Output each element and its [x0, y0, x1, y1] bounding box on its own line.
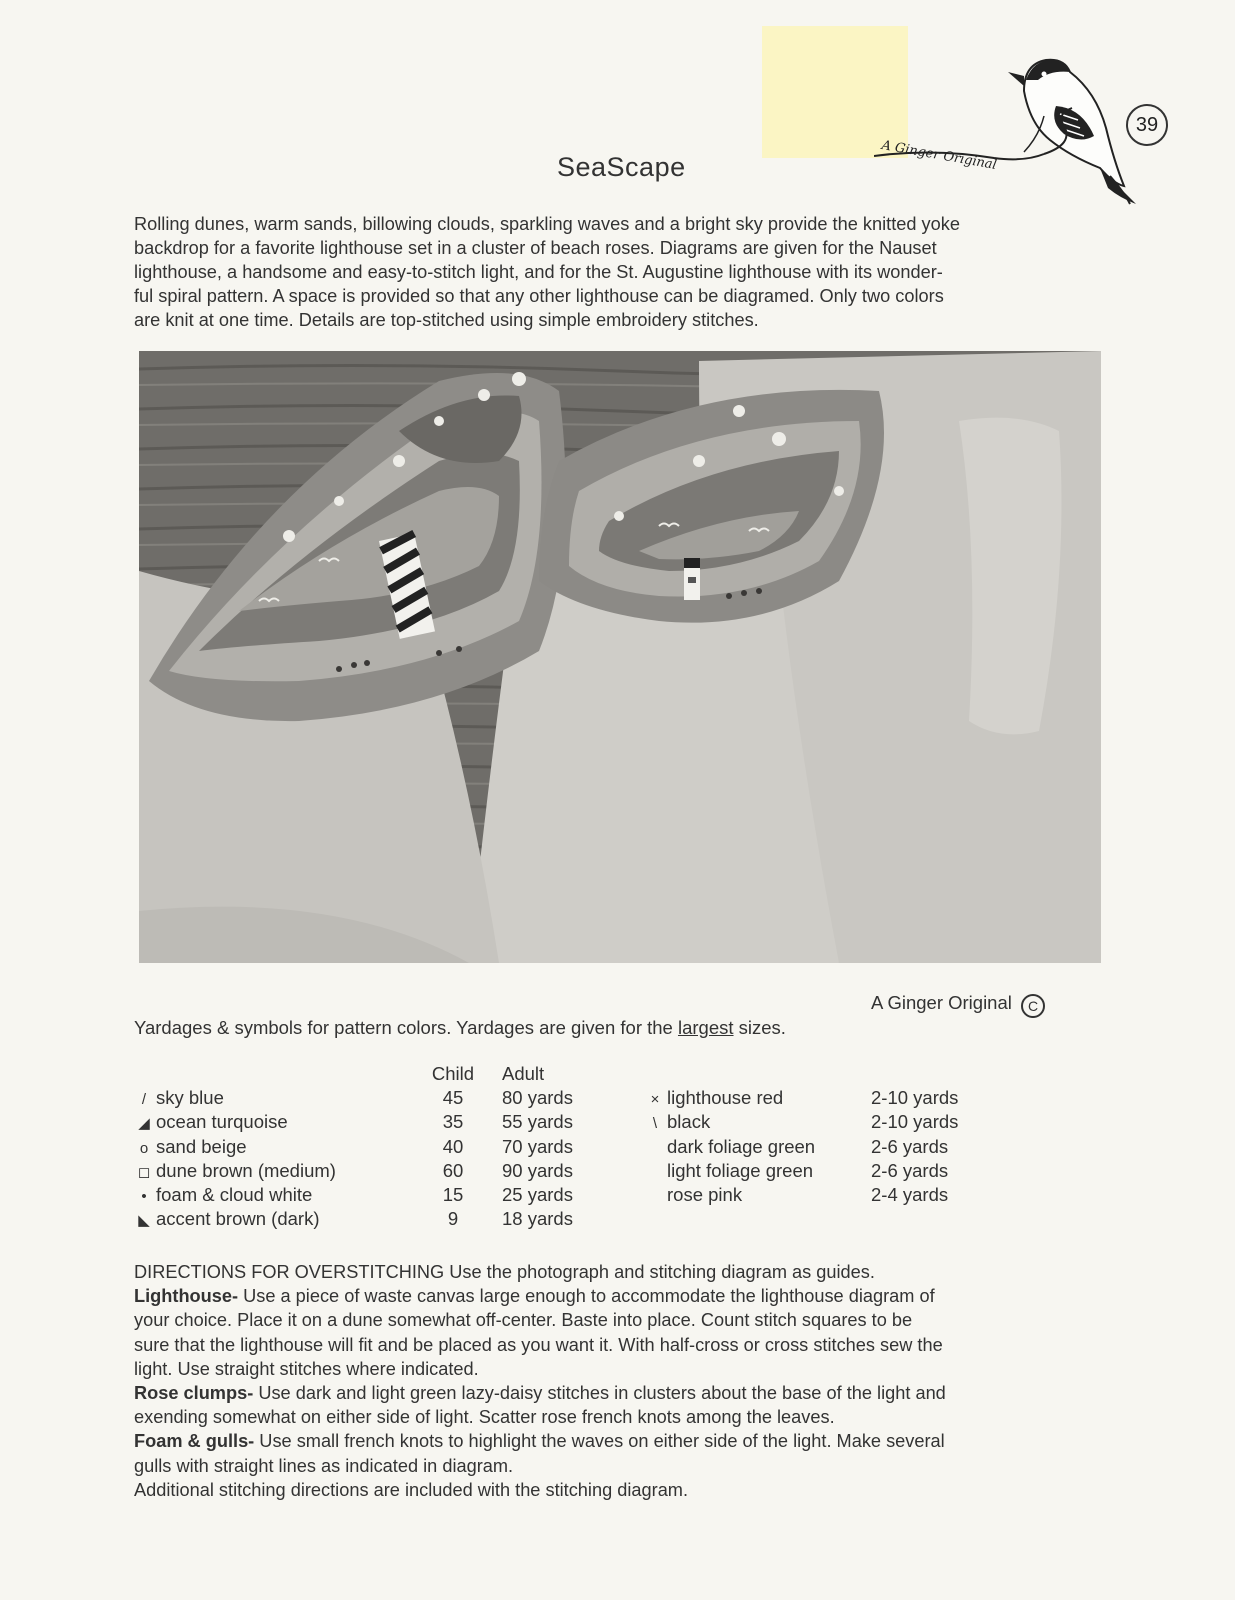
adult-yards: 80 yards — [502, 1087, 573, 1109]
yardage-note-emphasis: largest — [677, 1017, 734, 1038]
pattern-symbol-icon: o — [139, 1139, 149, 1157]
table-row — [645, 1110, 815, 1134]
table-row — [645, 1183, 815, 1207]
color-name: sky blue — [156, 1087, 224, 1109]
directions-line: Additional stitching directions are included with the stitching diagram. — [134, 1479, 689, 1500]
table-row — [134, 1110, 336, 1134]
adult-yards: 55 yards — [502, 1111, 573, 1133]
directions-line — [134, 1429, 1124, 1453]
directions-text: Use dark and light green lazy-daisy stitches in clusters about the base of the light and — [253, 1383, 946, 1404]
directions-line: gulls with straight lines as indicated in diagram. — [134, 1455, 514, 1476]
intro-line: ful spiral pattern. A space is provided so that any other lighthouse can be diagramed. Only two colors — [134, 286, 944, 306]
directions-line: sure that the lighthouse will fit and be placed as you want it. With half-cross or cross stitches sew the — [134, 1334, 943, 1355]
color-name: foam & cloud white — [156, 1183, 313, 1205]
bird-logo-icon — [874, 36, 1164, 226]
color-name: lighthouse red — [667, 1087, 784, 1109]
color-name: ocean turquoise — [156, 1111, 288, 1133]
credit-text: A Ginger Original — [871, 992, 1012, 1013]
table-row — [134, 1135, 336, 1159]
accent-yards: 2-10 yards — [871, 1087, 959, 1109]
page-number: 39 — [1126, 104, 1168, 146]
accent-amount-column — [871, 1086, 958, 1207]
color-name: dune brown (medium) — [156, 1159, 336, 1181]
pattern-symbol-icon: ◣ — [138, 1212, 150, 1230]
child-column — [428, 1062, 478, 1231]
directions-line — [134, 1284, 1124, 1308]
color-name: accent brown (dark) — [156, 1208, 320, 1230]
sweater-photo — [139, 351, 1101, 963]
pattern-symbol-icon: × — [650, 1091, 660, 1109]
directions-heading: DIRECTIONS FOR OVERSTITCHING — [134, 1262, 445, 1282]
adult-column — [502, 1062, 573, 1231]
directions-line: exending somewhat on either side of light. Scatter rose french knots among the leaves. — [134, 1407, 835, 1428]
page-title: SeaScape — [557, 152, 686, 182]
child-yards: 9 — [447, 1208, 459, 1230]
color-name: light foliage green — [667, 1159, 814, 1181]
accent-yards: 2-6 yards — [871, 1159, 949, 1181]
yardage-note-text: Yardages & symbols for pattern colors. Yardages are given for the — [134, 1017, 678, 1038]
table-row — [134, 1207, 336, 1231]
pattern-symbol-icon: ◢ — [138, 1115, 150, 1133]
child-header: Child — [431, 1063, 475, 1084]
intro-line: are knit at one time. Details are top-stitched using simple embroidery stitches. — [134, 310, 759, 330]
adult-yards: 18 yards — [502, 1208, 573, 1230]
lighthouse-label: Lighthouse- — [134, 1286, 239, 1307]
photo-credit — [871, 992, 1045, 1018]
color-name: black — [667, 1111, 711, 1133]
overstitching-directions — [134, 1260, 1124, 1502]
directions-heading-line — [134, 1260, 1124, 1284]
pattern-symbol-icon: \ — [652, 1115, 658, 1133]
color-name-column — [134, 1086, 336, 1231]
directions-text: Use small french knots to highlight the waves on either side of the light. Make several — [254, 1431, 945, 1452]
directions-heading-text: Use the photograph and stitching diagram as guides. — [444, 1262, 875, 1282]
table-row — [645, 1159, 815, 1183]
intro-line: Rolling dunes, warm sands, billowing clouds, sparkling waves and a bright sky provide the knitted yoke — [134, 214, 960, 234]
table-row — [134, 1159, 336, 1183]
accent-color-column — [645, 1086, 815, 1207]
pattern-symbol-icon: ◻ — [137, 1163, 151, 1181]
pattern-symbol-icon: / — [141, 1091, 147, 1109]
accent-yards: 2-4 yards — [871, 1183, 949, 1205]
brand-script: A Ginger Original — [880, 138, 998, 174]
color-name: dark foliage green — [667, 1135, 816, 1157]
color-name: sand beige — [156, 1135, 247, 1157]
directions-text: Use a piece of waste canvas large enough to accommodate the lighthouse diagram of — [238, 1286, 935, 1307]
child-yards: 60 — [442, 1159, 464, 1181]
yardage-note — [134, 1017, 786, 1039]
table-row — [645, 1086, 815, 1110]
table-row — [645, 1135, 815, 1159]
intro-paragraph — [134, 212, 1124, 332]
yardage-note-end: sizes. — [733, 1017, 786, 1038]
accent-yards: 2-6 yards — [871, 1135, 949, 1157]
adult-yards: 90 yards — [502, 1159, 573, 1181]
copyright-icon: C — [1021, 994, 1045, 1018]
child-yards: 15 — [442, 1183, 464, 1205]
directions-line — [134, 1381, 1124, 1405]
rose-clumps-label: Rose clumps- — [134, 1383, 254, 1404]
foam-gulls-label: Foam & gulls- — [134, 1431, 255, 1452]
directions-line: light. Use straight stitches where indicated. — [134, 1358, 479, 1379]
child-yards: 35 — [442, 1111, 464, 1133]
table-row — [134, 1086, 336, 1110]
adult-yards: 25 yards — [502, 1183, 573, 1205]
intro-line: backdrop for a favorite lighthouse set in a cluster of beach roses. Diagrams are given for the Nauset — [134, 238, 937, 258]
child-yards: 45 — [442, 1087, 464, 1109]
intro-line: lighthouse, a handsome and easy-to-stitch light, and for the St. Augustine lighthouse with its wonder- — [134, 262, 943, 282]
accent-yards: 2-10 yards — [871, 1111, 959, 1133]
adult-header: Adult — [502, 1063, 545, 1084]
directions-line: your choice. Place it on a dune somewhat off-center. Baste into place. Count stitch squares to be — [134, 1310, 913, 1331]
child-yards: 40 — [442, 1135, 464, 1157]
table-row — [134, 1183, 336, 1207]
pattern-symbol-icon: • — [141, 1187, 147, 1205]
adult-yards: 70 yards — [502, 1135, 573, 1157]
color-name: rose pink — [667, 1183, 743, 1205]
